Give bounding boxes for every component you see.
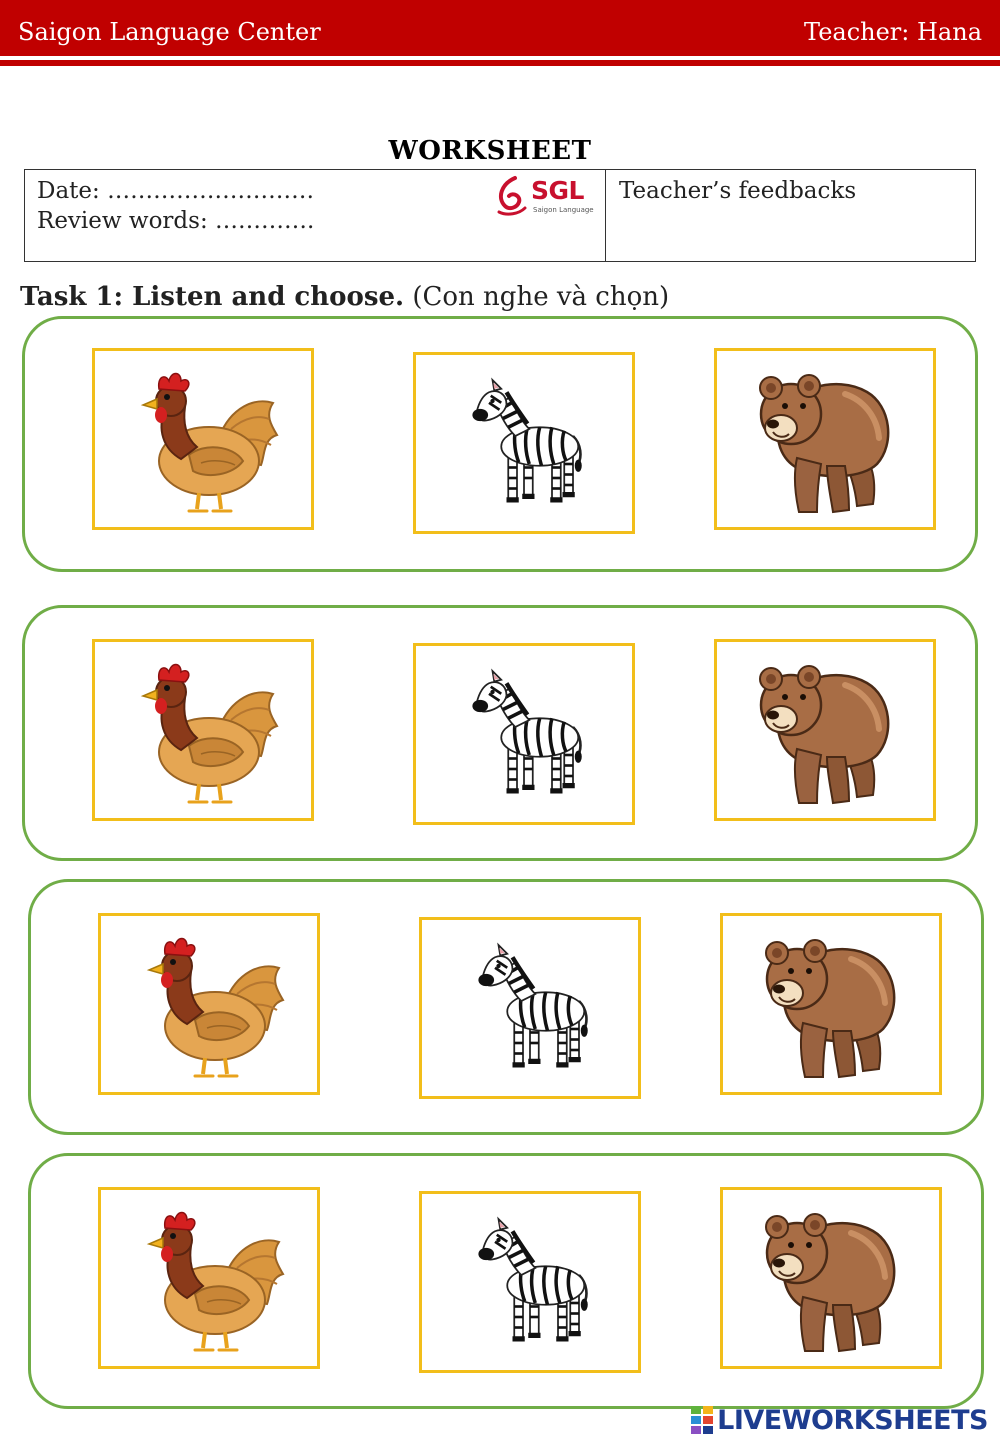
hen-image — [129, 1198, 289, 1358]
choice-card-bear[interactable] — [714, 348, 936, 530]
zebra-image — [460, 1212, 600, 1352]
review-words-field: Review words: …………. — [37, 208, 315, 234]
teacher-name: Teacher: Hana — [804, 18, 982, 46]
bear-image — [745, 354, 905, 524]
choice-card-bear[interactable] — [720, 913, 942, 1095]
choice-card-zebra[interactable] — [413, 643, 635, 825]
choice-card-hen[interactable] — [98, 1187, 320, 1369]
teacher-feedback-label: Teacher’s feedbacks — [619, 178, 857, 204]
choice-card-hen[interactable] — [92, 348, 314, 530]
sgl-swoosh-icon — [493, 174, 533, 218]
choice-card-zebra[interactable] — [419, 917, 641, 1099]
choice-card-zebra[interactable] — [413, 352, 635, 534]
hen-image — [123, 650, 283, 810]
bear-image — [751, 919, 911, 1089]
task-1-title-vietnamese: (Con nghe và chọn) — [412, 282, 670, 312]
logo-subtext: Saigon Language — [533, 206, 594, 214]
choice-card-hen[interactable] — [92, 639, 314, 821]
liveworksheets-brand — [691, 1403, 988, 1437]
logo-text: SGL — [531, 176, 584, 205]
info-table — [24, 169, 976, 262]
choice-card-bear[interactable] — [720, 1187, 942, 1369]
zebra-image — [454, 664, 594, 804]
choice-card-bear[interactable] — [714, 639, 936, 821]
task-1-title — [20, 282, 669, 312]
bear-image — [751, 1193, 911, 1363]
zebra-image — [454, 373, 594, 513]
info-left-cell — [25, 170, 606, 261]
zebra-image — [460, 938, 600, 1078]
header-divider — [0, 60, 1000, 66]
date-field: Date: ……………………… — [37, 178, 315, 204]
hen-image — [129, 924, 289, 1084]
bear-image — [745, 645, 905, 815]
sgl-logo — [493, 174, 593, 218]
worksheet-title: WORKSHEET — [388, 136, 592, 166]
liveworksheets-logo-icon — [691, 1406, 713, 1434]
choice-card-hen[interactable] — [98, 913, 320, 1095]
choice-card-zebra[interactable] — [419, 1191, 641, 1373]
task-1-title-bold: Task 1: Listen and choose. — [20, 282, 405, 312]
center-name: Saigon Language Center — [18, 18, 321, 46]
hen-image — [123, 359, 283, 519]
liveworksheets-text: LIVEWORKSHEETS — [717, 1404, 988, 1436]
